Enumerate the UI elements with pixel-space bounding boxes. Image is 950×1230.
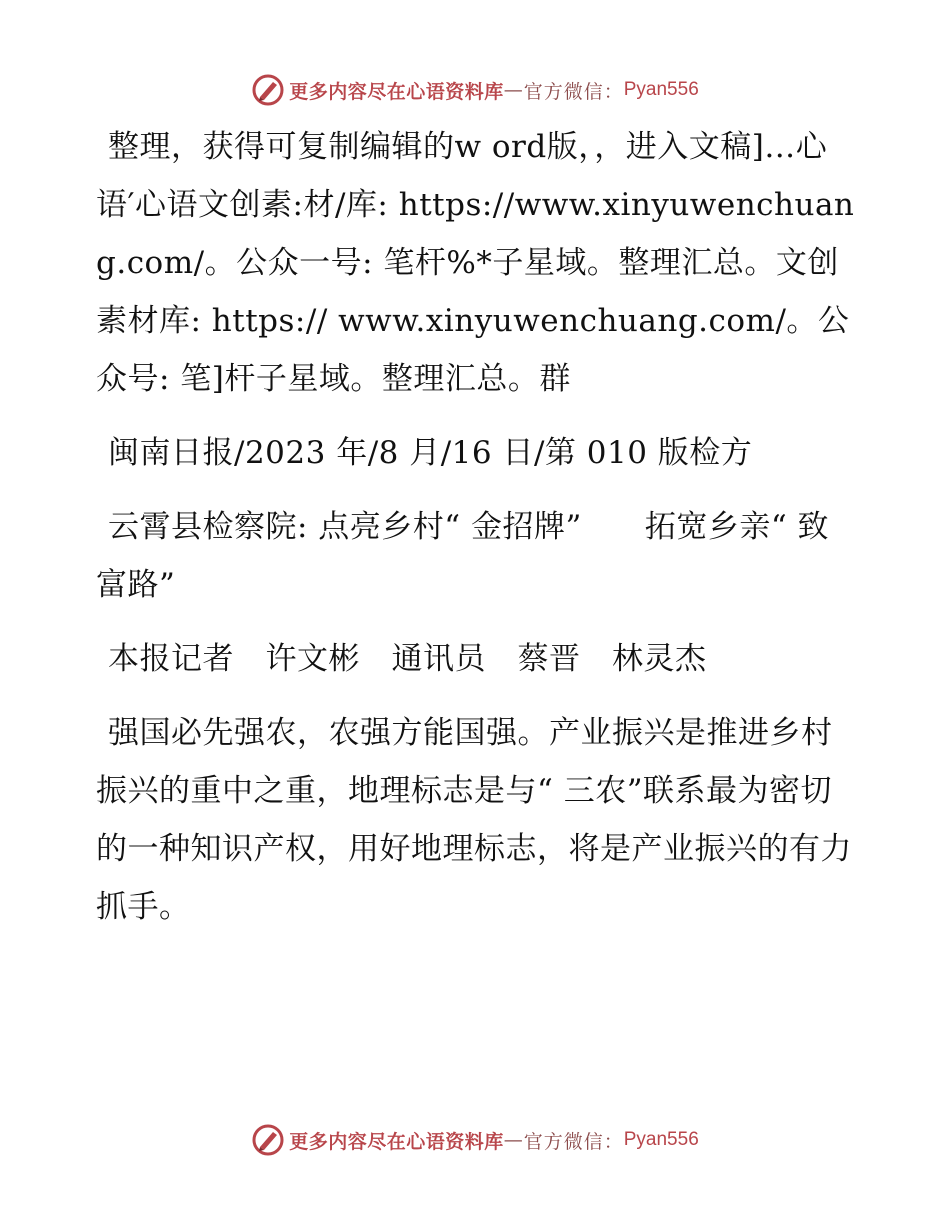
source-line: 闽南日报/2023 年/8 月/16 日/第 010 版检方 (108, 435, 753, 471)
footer-wechat-label: 官方微信： (523, 1130, 624, 1153)
pen-circle-icon (251, 73, 285, 107)
header-wechat-id: Pyan556 (623, 79, 699, 100)
header-wechat-label: 官方微信： (523, 80, 624, 103)
footer-separator: — (503, 1129, 524, 1151)
lead-paragraph: 强国必先强农，农强方能国强。产业振兴是推进乡村振兴的重中之重，地理标志是与“ 三农”联系最为密切的一种知识产权，用好地理标志，将是产业振兴的有力抓手。 (96, 715, 852, 925)
document-body (96, 118, 856, 952)
footer-banner (0, 1120, 950, 1160)
byline: 本报记者 许文彬 通讯员 蔡晋 林灵杰 (108, 641, 707, 677)
intro-paragraph: 整理，获得可复制编辑的w ord版，，进入文稿]…心语′心语文创素:材/库: https://www.xinyuwenchuang.com/。公众一号: 笔杆%*子星域。整理汇总。文创素材库: https:// www.xinyuwenchuang.com/。公众号: 笔]杆子星域。整理汇总。群 (96, 129, 855, 397)
footer-wechat-id: Pyan556 (623, 1129, 699, 1150)
footer-brand: 更多内容尽在心语资料库 (289, 1130, 504, 1153)
pen-circle-icon (251, 1123, 285, 1157)
header-banner (0, 70, 950, 110)
header-separator: — (503, 79, 524, 101)
header-brand: 更多内容尽在心语资料库 (289, 80, 504, 103)
article-title: 云霄县检察院: 点亮乡村“ 金招牌” 拓宽乡亲“ 致富路” (96, 509, 830, 603)
